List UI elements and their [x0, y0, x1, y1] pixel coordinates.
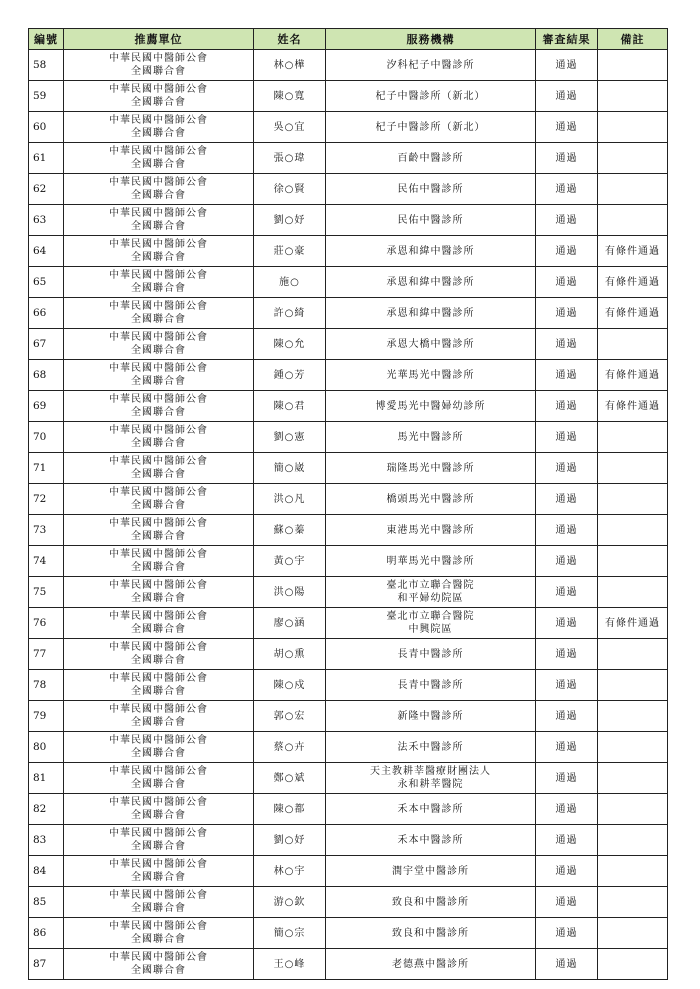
- table-row: [29, 546, 668, 577]
- cell-number: 74: [29, 546, 64, 577]
- cell-number: 84: [29, 856, 64, 887]
- cell-remark: [598, 515, 668, 546]
- cell-number: 82: [29, 794, 64, 825]
- cell-name: 莊○豪: [254, 236, 326, 267]
- header-unit: 推薦單位: [64, 29, 254, 50]
- cell-institution: 民佑中醫診所: [326, 174, 536, 205]
- cell-remark: [598, 732, 668, 763]
- cell-remark: [598, 546, 668, 577]
- cell-name: 蔡○卉: [254, 732, 326, 763]
- cell-number: 69: [29, 391, 64, 422]
- cell-result: 通過: [536, 949, 598, 980]
- cell-remark: [598, 174, 668, 205]
- cell-unit: 中華民國中醫師公會 全國聯合會: [64, 949, 254, 980]
- cell-unit: 中華民國中醫師公會 全國聯合會: [64, 701, 254, 732]
- cell-result: 通過: [536, 918, 598, 949]
- cell-result: 通過: [536, 267, 598, 298]
- table-row: [29, 360, 668, 391]
- cell-number: 68: [29, 360, 64, 391]
- cell-unit: 中華民國中醫師公會 全國聯合會: [64, 205, 254, 236]
- cell-number: 59: [29, 81, 64, 112]
- cell-unit: 中華民國中醫師公會 全國聯合會: [64, 639, 254, 670]
- cell-remark: [598, 453, 668, 484]
- table-row: [29, 81, 668, 112]
- cell-result: 通過: [536, 794, 598, 825]
- cell-unit: 中華民國中醫師公會 全國聯合會: [64, 794, 254, 825]
- cell-unit: 中華民國中醫師公會 全國聯合會: [64, 484, 254, 515]
- cell-number: 66: [29, 298, 64, 329]
- cell-unit: 中華民國中醫師公會 全國聯合會: [64, 670, 254, 701]
- cell-remark: [598, 825, 668, 856]
- cell-number: 71: [29, 453, 64, 484]
- cell-result: 通過: [536, 732, 598, 763]
- cell-result: 通過: [536, 236, 598, 267]
- cell-remark: [598, 81, 668, 112]
- cell-remark: [598, 112, 668, 143]
- header-row: [29, 29, 668, 50]
- cell-remark: [598, 422, 668, 453]
- table-row: [29, 205, 668, 236]
- table-row: [29, 701, 668, 732]
- cell-remark: [598, 670, 668, 701]
- cell-number: 76: [29, 608, 64, 639]
- cell-number: 80: [29, 732, 64, 763]
- cell-unit: 中華民國中醫師公會 全國聯合會: [64, 267, 254, 298]
- cell-institution: 光華馬光中醫診所: [326, 360, 536, 391]
- cell-unit: 中華民國中醫師公會 全國聯合會: [64, 81, 254, 112]
- cell-name: 林○樺: [254, 50, 326, 81]
- cell-unit: 中華民國中醫師公會 全國聯合會: [64, 50, 254, 81]
- cell-name: 許○綺: [254, 298, 326, 329]
- cell-remark: [598, 918, 668, 949]
- cell-name: 徐○賢: [254, 174, 326, 205]
- table-row: [29, 608, 668, 639]
- cell-number: 83: [29, 825, 64, 856]
- cell-name: 胡○熏: [254, 639, 326, 670]
- cell-name: 簡○崴: [254, 453, 326, 484]
- cell-institution: 潤宇堂中醫診所: [326, 856, 536, 887]
- cell-unit: 中華民國中醫師公會 全國聯合會: [64, 143, 254, 174]
- header-result: 審查結果: [536, 29, 598, 50]
- cell-remark: 有條件通過: [598, 360, 668, 391]
- cell-result: 通過: [536, 174, 598, 205]
- header-institution: 服務機構: [326, 29, 536, 50]
- table-row: [29, 453, 668, 484]
- cell-institution: 致良和中醫診所: [326, 918, 536, 949]
- table-row: [29, 918, 668, 949]
- cell-result: 通過: [536, 670, 598, 701]
- cell-result: 通過: [536, 825, 598, 856]
- cell-unit: 中華民國中醫師公會 全國聯合會: [64, 453, 254, 484]
- cell-remark: [598, 887, 668, 918]
- cell-institution: 民佑中醫診所: [326, 205, 536, 236]
- cell-result: 通過: [536, 577, 598, 608]
- cell-name: 施○: [254, 267, 326, 298]
- cell-result: 通過: [536, 329, 598, 360]
- cell-unit: 中華民國中醫師公會 全國聯合會: [64, 856, 254, 887]
- cell-number: 77: [29, 639, 64, 670]
- cell-number: 64: [29, 236, 64, 267]
- cell-unit: 中華民國中醫師公會 全國聯合會: [64, 546, 254, 577]
- cell-institution: 瑞隆馬光中醫診所: [326, 453, 536, 484]
- cell-number: 65: [29, 267, 64, 298]
- cell-unit: 中華民國中醫師公會 全國聯合會: [64, 422, 254, 453]
- cell-result: 通過: [536, 763, 598, 794]
- cell-name: 劉○妤: [254, 205, 326, 236]
- review-results-table: [28, 28, 668, 980]
- cell-name: 游○欽: [254, 887, 326, 918]
- cell-institution: 杞子中醫診所（新北）: [326, 112, 536, 143]
- cell-remark: 有條件通過: [598, 608, 668, 639]
- cell-unit: 中華民國中醫師公會 全國聯合會: [64, 360, 254, 391]
- cell-unit: 中華民國中醫師公會 全國聯合會: [64, 732, 254, 763]
- cell-result: 通過: [536, 608, 598, 639]
- cell-result: 通過: [536, 453, 598, 484]
- table-row: [29, 50, 668, 81]
- cell-result: 通過: [536, 391, 598, 422]
- table-row: [29, 174, 668, 205]
- cell-result: 通過: [536, 856, 598, 887]
- cell-institution: 橋頭馬光中醫診所: [326, 484, 536, 515]
- cell-institution: 天主教耕莘醫療財團法人 永和耕莘醫院: [326, 763, 536, 794]
- table-row: [29, 329, 668, 360]
- cell-result: 通過: [536, 143, 598, 174]
- cell-name: 劉○憲: [254, 422, 326, 453]
- cell-institution: 博愛馬光中醫婦幼診所: [326, 391, 536, 422]
- cell-institution: 致良和中醫診所: [326, 887, 536, 918]
- cell-number: 86: [29, 918, 64, 949]
- cell-institution: 百齡中醫診所: [326, 143, 536, 174]
- cell-remark: [598, 701, 668, 732]
- cell-result: 通過: [536, 112, 598, 143]
- review-results-sheet: [28, 28, 667, 980]
- cell-institution: 杞子中醫診所（新北）: [326, 81, 536, 112]
- cell-name: 廖○涵: [254, 608, 326, 639]
- cell-remark: 有條件通過: [598, 236, 668, 267]
- cell-result: 通過: [536, 81, 598, 112]
- cell-unit: 中華民國中醫師公會 全國聯合會: [64, 391, 254, 422]
- cell-name: 郭○宏: [254, 701, 326, 732]
- cell-number: 63: [29, 205, 64, 236]
- cell-unit: 中華民國中醫師公會 全國聯合會: [64, 763, 254, 794]
- cell-unit: 中華民國中醫師公會 全國聯合會: [64, 918, 254, 949]
- cell-name: 劉○妤: [254, 825, 326, 856]
- table-row: [29, 422, 668, 453]
- cell-number: 87: [29, 949, 64, 980]
- cell-name: 陳○寬: [254, 81, 326, 112]
- cell-name: 鍾○芳: [254, 360, 326, 391]
- table-row: [29, 732, 668, 763]
- cell-name: 陳○都: [254, 794, 326, 825]
- cell-remark: [598, 577, 668, 608]
- cell-result: 通過: [536, 298, 598, 329]
- cell-remark: [598, 949, 668, 980]
- table-row: [29, 515, 668, 546]
- cell-remark: [598, 143, 668, 174]
- cell-remark: [598, 50, 668, 81]
- cell-number: 72: [29, 484, 64, 515]
- table-row: [29, 825, 668, 856]
- cell-remark: [598, 856, 668, 887]
- cell-result: 通過: [536, 360, 598, 391]
- cell-institution: 東港馬光中醫診所: [326, 515, 536, 546]
- cell-unit: 中華民國中醫師公會 全國聯合會: [64, 608, 254, 639]
- cell-name: 蘇○蓁: [254, 515, 326, 546]
- cell-name: 陳○允: [254, 329, 326, 360]
- table-row: [29, 639, 668, 670]
- cell-remark: [598, 639, 668, 670]
- cell-result: 通過: [536, 546, 598, 577]
- cell-institution: 承恩和緯中醫診所: [326, 298, 536, 329]
- cell-institution: 禾本中醫診所: [326, 825, 536, 856]
- table-row: [29, 856, 668, 887]
- cell-institution: 承恩和緯中醫診所: [326, 267, 536, 298]
- cell-number: 67: [29, 329, 64, 360]
- cell-institution: 新隆中醫診所: [326, 701, 536, 732]
- cell-unit: 中華民國中醫師公會 全國聯合會: [64, 298, 254, 329]
- table-row: [29, 949, 668, 980]
- table-row: [29, 670, 668, 701]
- cell-unit: 中華民國中醫師公會 全國聯合會: [64, 515, 254, 546]
- cell-institution: 長青中醫診所: [326, 670, 536, 701]
- cell-name: 王○峰: [254, 949, 326, 980]
- cell-number: 62: [29, 174, 64, 205]
- cell-name: 吳○宜: [254, 112, 326, 143]
- cell-unit: 中華民國中醫師公會 全國聯合會: [64, 174, 254, 205]
- cell-institution: 老德燕中醫診所: [326, 949, 536, 980]
- cell-result: 通過: [536, 50, 598, 81]
- cell-remark: [598, 763, 668, 794]
- cell-institution: 汐科杞子中醫診所: [326, 50, 536, 81]
- table-row: [29, 391, 668, 422]
- cell-number: 70: [29, 422, 64, 453]
- cell-institution: 承恩大橋中醫診所: [326, 329, 536, 360]
- cell-institution: 禾本中醫診所: [326, 794, 536, 825]
- header-number: 編號: [29, 29, 64, 50]
- cell-institution: 長青中醫診所: [326, 639, 536, 670]
- cell-remark: [598, 329, 668, 360]
- cell-institution: 法禾中醫診所: [326, 732, 536, 763]
- cell-name: 黃○宇: [254, 546, 326, 577]
- cell-unit: 中華民國中醫師公會 全國聯合會: [64, 236, 254, 267]
- cell-unit: 中華民國中醫師公會 全國聯合會: [64, 329, 254, 360]
- cell-name: 林○宇: [254, 856, 326, 887]
- header-remark: 備註: [598, 29, 668, 50]
- table-row: [29, 236, 668, 267]
- cell-number: 60: [29, 112, 64, 143]
- cell-result: 通過: [536, 887, 598, 918]
- cell-remark: [598, 205, 668, 236]
- cell-number: 75: [29, 577, 64, 608]
- cell-name: 簡○宗: [254, 918, 326, 949]
- cell-remark: 有條件通過: [598, 391, 668, 422]
- cell-name: 洪○陽: [254, 577, 326, 608]
- cell-institution: 明華馬光中醫診所: [326, 546, 536, 577]
- table-row: [29, 763, 668, 794]
- cell-result: 通過: [536, 484, 598, 515]
- table-row: [29, 794, 668, 825]
- cell-result: 通過: [536, 205, 598, 236]
- cell-unit: 中華民國中醫師公會 全國聯合會: [64, 577, 254, 608]
- cell-name: 陳○戍: [254, 670, 326, 701]
- table-row: [29, 267, 668, 298]
- cell-institution: 臺北市立聯合醫院 和平婦幼院區: [326, 577, 536, 608]
- cell-result: 通過: [536, 639, 598, 670]
- header-name: 姓名: [254, 29, 326, 50]
- cell-number: 81: [29, 763, 64, 794]
- cell-unit: 中華民國中醫師公會 全國聯合會: [64, 825, 254, 856]
- table-row: [29, 577, 668, 608]
- cell-institution: 臺北市立聯合醫院 中興院區: [326, 608, 536, 639]
- cell-name: 張○瑋: [254, 143, 326, 174]
- table-row: [29, 143, 668, 174]
- cell-number: 73: [29, 515, 64, 546]
- cell-number: 85: [29, 887, 64, 918]
- cell-institution: 承恩和緯中醫診所: [326, 236, 536, 267]
- cell-remark: [598, 794, 668, 825]
- cell-remark: 有條件通過: [598, 298, 668, 329]
- cell-unit: 中華民國中醫師公會 全國聯合會: [64, 112, 254, 143]
- cell-number: 58: [29, 50, 64, 81]
- cell-name: 鄭○斌: [254, 763, 326, 794]
- cell-remark: 有條件通過: [598, 267, 668, 298]
- table-row: [29, 112, 668, 143]
- cell-remark: [598, 484, 668, 515]
- cell-unit: 中華民國中醫師公會 全國聯合會: [64, 887, 254, 918]
- cell-number: 61: [29, 143, 64, 174]
- cell-result: 通過: [536, 422, 598, 453]
- cell-result: 通過: [536, 701, 598, 732]
- cell-result: 通過: [536, 515, 598, 546]
- table-row: [29, 484, 668, 515]
- cell-number: 79: [29, 701, 64, 732]
- table-body: [29, 50, 668, 980]
- table-row: [29, 887, 668, 918]
- cell-number: 78: [29, 670, 64, 701]
- cell-institution: 馬光中醫診所: [326, 422, 536, 453]
- table-row: [29, 298, 668, 329]
- cell-name: 陳○君: [254, 391, 326, 422]
- cell-name: 洪○凡: [254, 484, 326, 515]
